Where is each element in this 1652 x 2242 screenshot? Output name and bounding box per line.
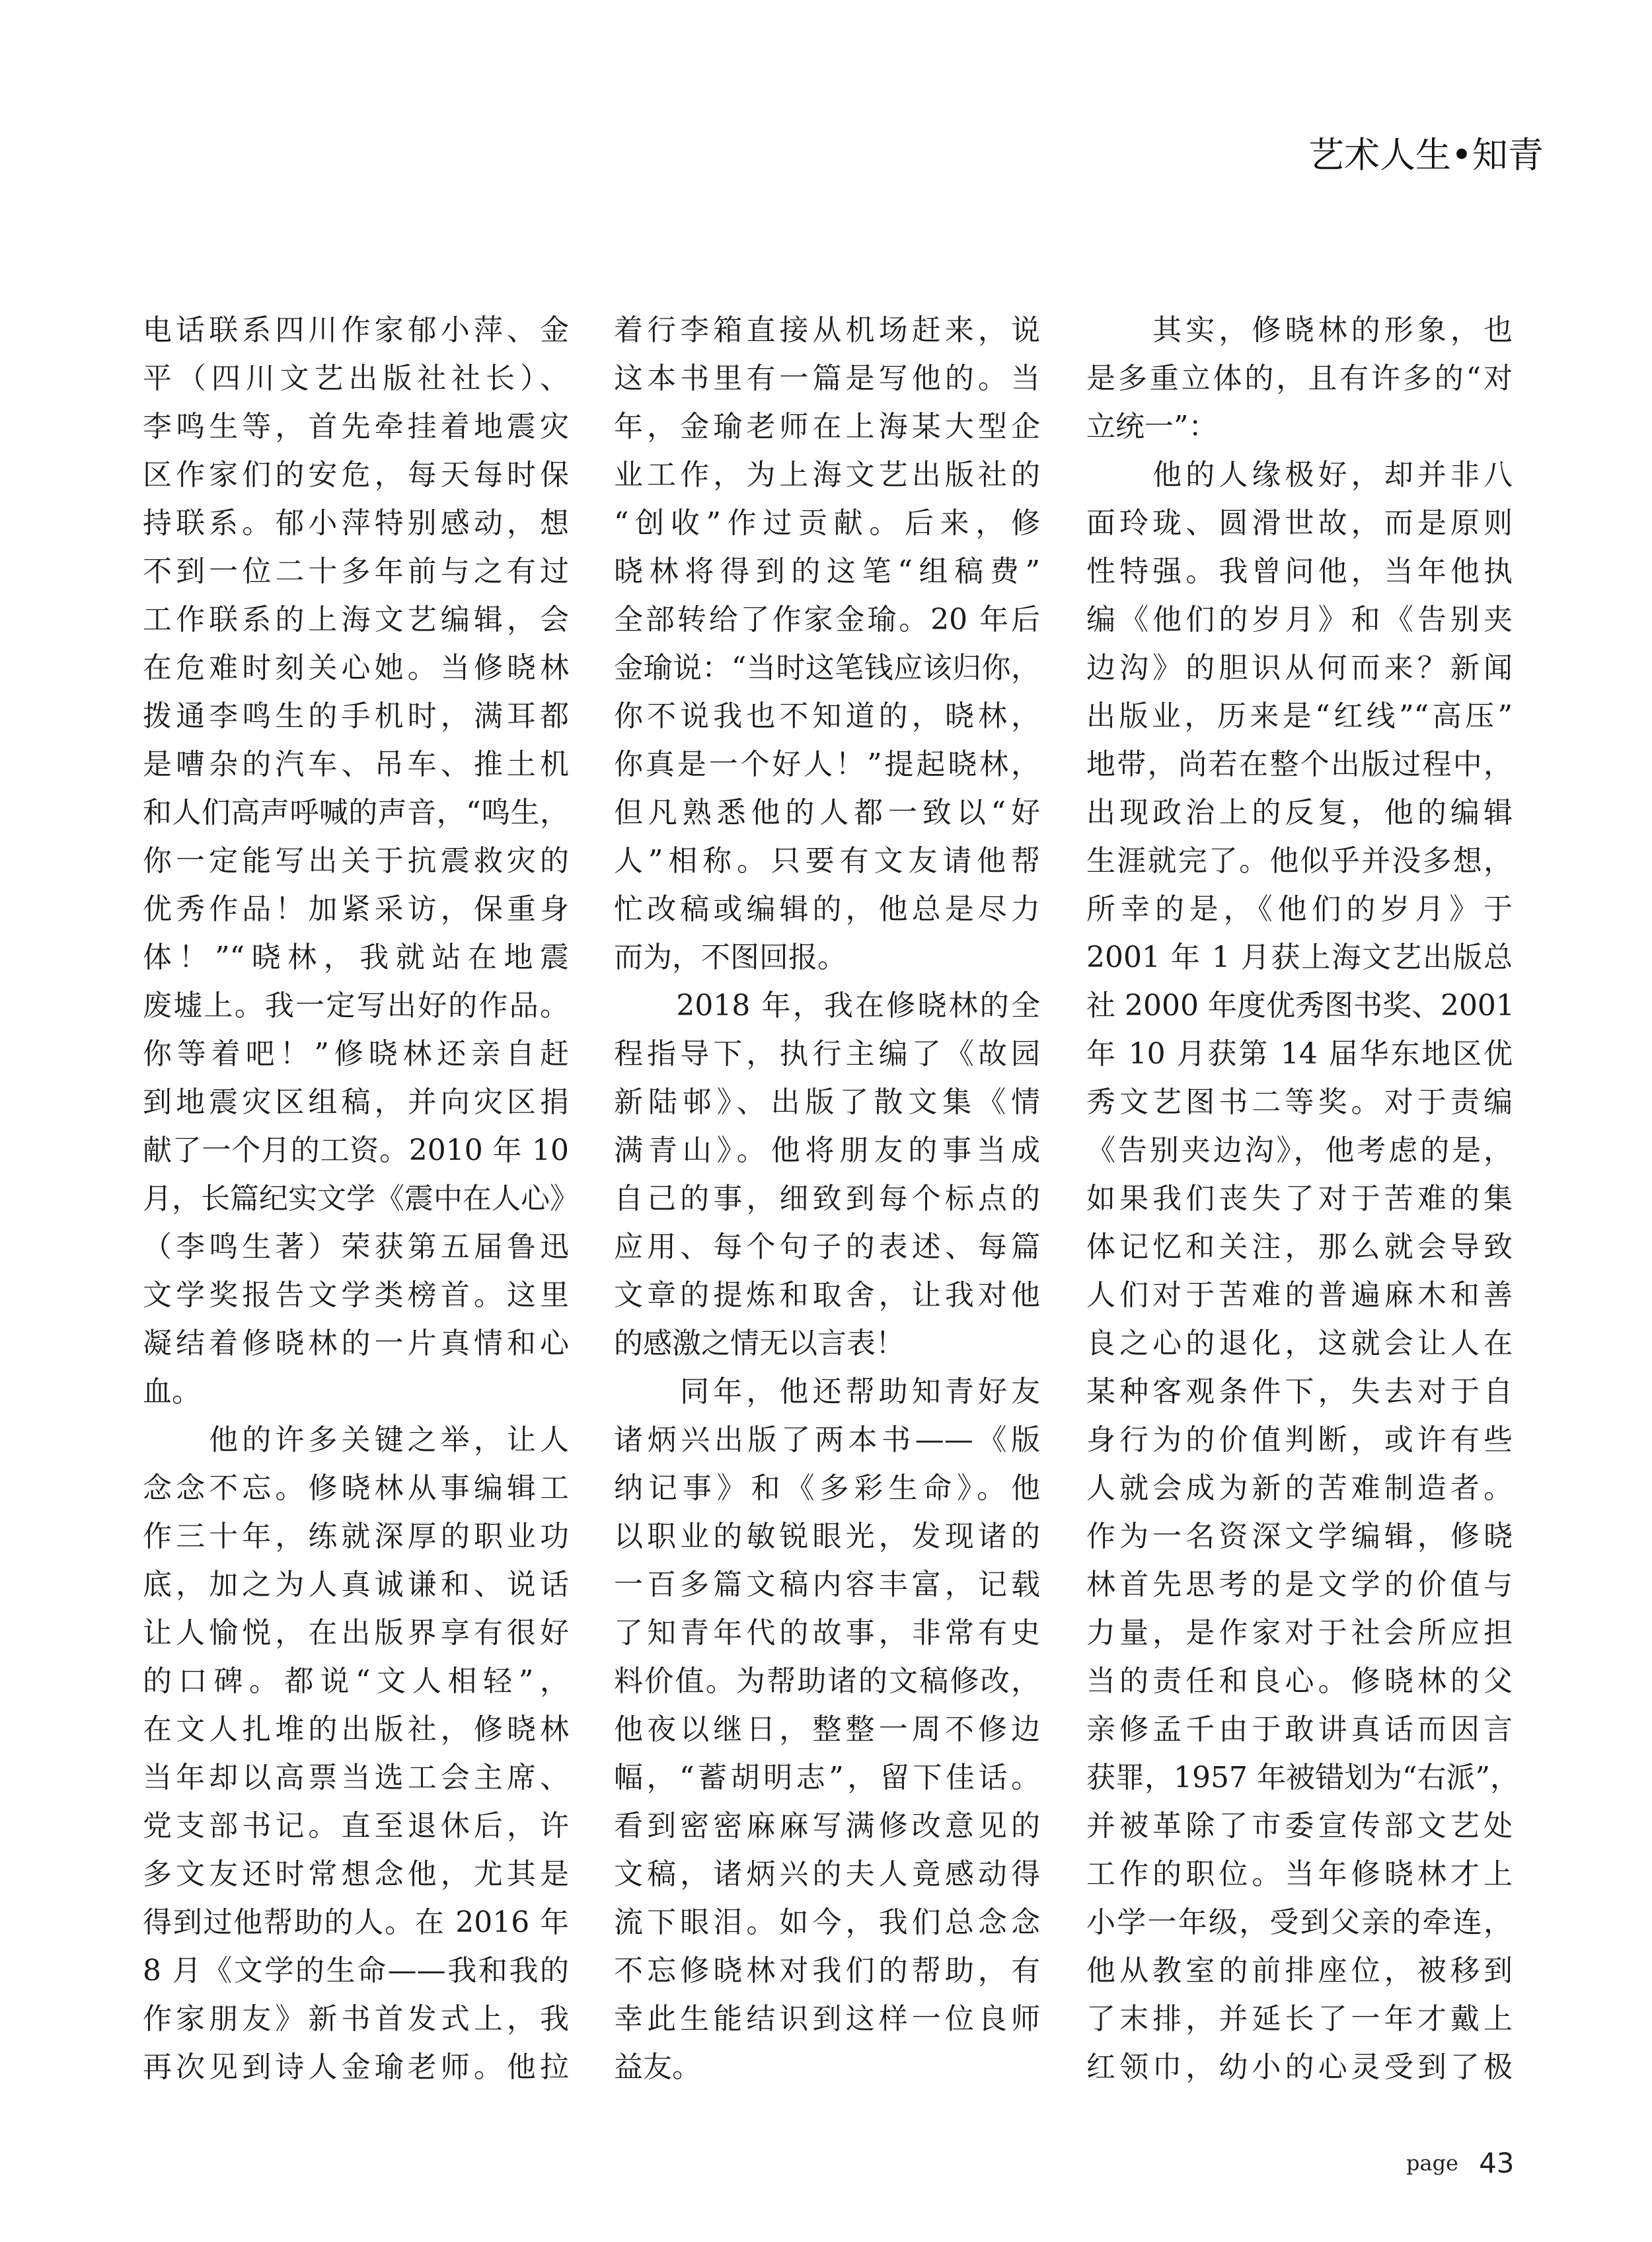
text-line: 你等着吧！”修晓林还亲自赶	[143, 1037, 569, 1071]
text-line: 纳记事》和《多彩生命》。他	[614, 1471, 1040, 1505]
text-line: 料价值。为帮助诸的文稿修改，	[614, 1664, 1040, 1698]
text-line: 到地震灾区组稿，并向灾区捐	[143, 1085, 569, 1119]
text-line: 献了一个月的工资。2010 年 10	[143, 1134, 569, 1167]
text-line: 身行为的价值判断，或许有些	[1086, 1423, 1513, 1457]
text-line: 持联系。郁小萍特别感动，想	[143, 506, 569, 540]
text-line: 体记忆和关注，那么就会导致	[1086, 1230, 1513, 1264]
text-line: 作为一名资深文学编辑，修晓	[1086, 1520, 1513, 1553]
text-line: 秀文艺图书二等奖。对于责编	[1086, 1085, 1513, 1119]
text-column-2	[614, 306, 1040, 2091]
text-line: 新陆邨》、出版了散文集《情	[614, 1085, 1040, 1119]
text-line: 金瑜说：“当时这笔钱应该归你，	[614, 651, 1040, 685]
text-line: 人就会成为新的苦难制造者。	[1086, 1471, 1513, 1505]
text-line: 林首先思考的是文学的价值与	[1086, 1568, 1513, 1602]
text-line: 底，加之为人真诚谦和、说话	[143, 1568, 569, 1602]
text-line: 再次见到诗人金瑜老师。他拉	[143, 2050, 569, 2084]
text-line: 这本书里有一篇是写他的。当	[614, 362, 1040, 395]
text-line: 凝结着修晓林的一片真情和心	[143, 1327, 569, 1360]
text-line: 以职业的敏锐眼光，发现诸的	[614, 1520, 1040, 1553]
text-line: 程指导下，执行主编了《故园	[614, 1037, 1040, 1071]
text-line: 文章的提炼和取舍，让我对他	[614, 1278, 1040, 1312]
text-line: 亲修孟千由于敢讲真话而因言	[1086, 1713, 1513, 1746]
text-line: 文稿，诸炳兴的夫人竟感动得	[614, 1857, 1040, 1891]
text-line: 着行李箱直接从机场赶来，说	[614, 313, 1040, 347]
text-line: 幅，“蓄胡明志”，留下佳话。	[614, 1761, 1040, 1795]
text-line: 出版业，历来是“红线”“高压”	[1086, 699, 1513, 733]
text-line: 益友。	[614, 2050, 701, 2084]
text-line: 月，长篇纪实文学《震中在人心》	[143, 1182, 579, 1216]
text-line: 得到过他帮助的人。在 2016 年	[143, 1906, 569, 1939]
text-line: 在危难时刻关心她。当修晓林	[143, 651, 569, 685]
text-line: 8 月《文学的生命——我和我的	[143, 1954, 569, 1988]
text-line: 诸炳兴出版了两本书——《版	[614, 1423, 1040, 1457]
text-line: 当的责任和良心。修晓林的父	[1086, 1664, 1513, 1698]
page-footer	[1406, 2147, 1515, 2179]
text-line: 人”相称。只要有文友请他帮	[614, 844, 1040, 878]
text-line: 你真是一个好人！”提起晓林，	[614, 748, 1040, 781]
text-line: 社 2000 年度优秀图书奖、2001	[1086, 989, 1515, 1023]
text-line: 他从教室的前排座位，被移到	[1086, 1954, 1513, 1988]
text-line: 晓林将得到的这笔“组稿费”	[614, 555, 1040, 588]
text-line: 拨通李鸣生的手机时，满耳都	[143, 699, 569, 733]
text-line: 生涯就完了。他似乎并没多想，	[1086, 844, 1513, 878]
text-line: “创收”作过贡献。后来，修	[614, 506, 1040, 540]
text-line: 念念不忘。修晓林从事编辑工	[143, 1471, 569, 1505]
text-line: 作家朋友》新书首发式上，我	[143, 2002, 569, 2036]
text-line: 你一定能写出关于抗震救灾的	[143, 844, 569, 878]
section-header: 艺术人生•知青	[1308, 134, 1544, 176]
text-line: 编《他们的岁月》和《告别夹	[1086, 603, 1513, 637]
text-line: 作三十年，练就深厚的职业功	[143, 1520, 569, 1553]
text-line: 力量，是作家对于社会所应担	[1086, 1616, 1513, 1650]
text-line: 红领巾，幼小的心灵受到了极	[1086, 2050, 1513, 2084]
text-line: 当年却以高票当选工会主席、	[143, 1761, 569, 1795]
text-line: 获罪，1957 年被错划为“右派”，	[1086, 1761, 1519, 1795]
text-line: 在文人扎堆的出版社，修晓林	[143, 1713, 569, 1746]
text-line: 平（四川文艺出版社社长）、	[143, 362, 569, 395]
text-line: 的口碑。都说“文人相轻”，	[143, 1664, 569, 1698]
text-line: 你不说我也不知道的，晓林，	[614, 699, 1040, 733]
text-line: 不到一位二十多年前与之有过	[143, 555, 569, 588]
text-line: 看到密密麻麻写满修改意见的	[614, 1809, 1040, 1843]
text-line: 人们对于苦难的普遍麻木和善	[1086, 1278, 1513, 1312]
text-line: 良之心的退化，这就会让人在	[1086, 1327, 1513, 1360]
text-line: 流下眼泪。如今，我们总念念	[614, 1906, 1040, 1939]
text-line: 体！”“晓林，我就站在地震	[143, 941, 569, 974]
page-number: 43	[1479, 2147, 1515, 2179]
text-line: 全部转给了作家金瑜。20 年后	[614, 603, 1040, 637]
text-line: 了知青年代的故事，非常有史	[614, 1616, 1040, 1650]
text-line: 满青山》。他将朋友的事当成	[614, 1134, 1040, 1167]
text-line: 小学一年级，受到父亲的牵连，	[1086, 1906, 1513, 1939]
text-line: 同年，他还帮助知青好友	[614, 1375, 1040, 1409]
text-line: 面玲珑、圆滑世故，而是原则	[1086, 506, 1513, 540]
text-line: 立统一”：	[1086, 410, 1218, 444]
text-line: 某种客观条件下，失去对于自	[1086, 1375, 1513, 1409]
text-line: 他夜以继日，整整一周不修边	[614, 1713, 1040, 1746]
text-line: 如果我们丧失了对于苦难的集	[1086, 1182, 1513, 1216]
text-line: 出现政治上的反复，他的编辑	[1086, 796, 1513, 830]
text-line: 地带，尚若在整个出版过程中，	[1086, 748, 1513, 781]
text-line: 应用、每个句子的表述、每篇	[614, 1230, 1040, 1264]
text-line: 他的人缘极好，却并非八	[1086, 458, 1513, 492]
text-line: 文学奖报告文学类榜首。这里	[143, 1278, 569, 1312]
text-column-3	[1086, 306, 1519, 2091]
text-line: 的感激之情无以言表！	[614, 1327, 905, 1360]
text-line: 幸此生能结识到这样一位良师	[614, 2002, 1040, 2036]
text-line: 2001 年 1 月获上海文艺出版总	[1086, 941, 1513, 974]
text-line: 并被革除了市委宣传部文艺处	[1086, 1809, 1513, 1843]
text-line: 其实，修晓林的形象，也	[1086, 313, 1513, 347]
text-line: 边沟》的胆识从何而来？新闻	[1086, 651, 1513, 685]
text-line: 性特强。我曾问他，当年他执	[1086, 555, 1513, 588]
text-line: 而为，不图回报。	[614, 941, 846, 974]
text-line: （李鸣生著）荣获第五届鲁迅	[143, 1230, 569, 1264]
text-line: 自己的事，细致到每个标点的	[614, 1182, 1040, 1216]
text-line: 了末排，并延长了一年才戴上	[1086, 2002, 1513, 2036]
text-line: 李鸣生等，首先牵挂着地震灾	[143, 410, 569, 444]
text-line: 所幸的是，《他们的岁月》于	[1086, 892, 1513, 926]
text-line: 一百多篇文稿内容丰富，记载	[614, 1568, 1040, 1602]
text-line: 让人愉悦，在出版界享有很好	[143, 1616, 569, 1650]
text-line: 是多重立体的，且有许多的“对	[1086, 362, 1513, 395]
text-line: 2018 年，我在修晓林的全	[614, 989, 1040, 1023]
text-line: 工作联系的上海文艺编辑，会	[143, 603, 569, 637]
text-line: 优秀作品！加紧采访，保重身	[143, 892, 569, 926]
text-line: 区作家们的安危，每天每时保	[143, 458, 569, 492]
text-line: 《告别夹边沟》，他考虑的是，	[1086, 1134, 1513, 1167]
text-line: 业工作，为上海文艺出版社的	[614, 458, 1040, 492]
text-line: 年 10 月获第 14 届华东地区优	[1086, 1037, 1513, 1071]
text-line: 电话联系四川作家郁小萍、金	[143, 313, 569, 347]
text-line: 废墟上。我一定写出好的作品。	[143, 989, 569, 1023]
text-line: 多文友还时常想念他，尤其是	[143, 1857, 569, 1891]
text-line: 和人们高声呼喊的声音，“鸣生，	[143, 796, 569, 830]
text-line: 但凡熟悉他的人都一致以“好	[614, 796, 1040, 830]
text-line: 血。	[143, 1375, 201, 1409]
text-line: 不忘修晓林对我们的帮助，有	[614, 1954, 1040, 1988]
text-line: 他的许多关键之举，让人	[143, 1423, 569, 1457]
text-line: 是嘈杂的汽车、吊车、推土机	[143, 748, 569, 781]
text-line: 党支部书记。直至退休后，许	[143, 1809, 569, 1843]
text-line: 忙改稿或编辑的，他总是尽力	[614, 892, 1040, 926]
text-line: 工作的职位。当年修晓林才上	[1086, 1857, 1513, 1891]
text-column-1	[143, 306, 579, 2091]
page-label: page	[1406, 2150, 1458, 2176]
text-line: 年，金瑜老师在上海某大型企	[614, 410, 1040, 444]
